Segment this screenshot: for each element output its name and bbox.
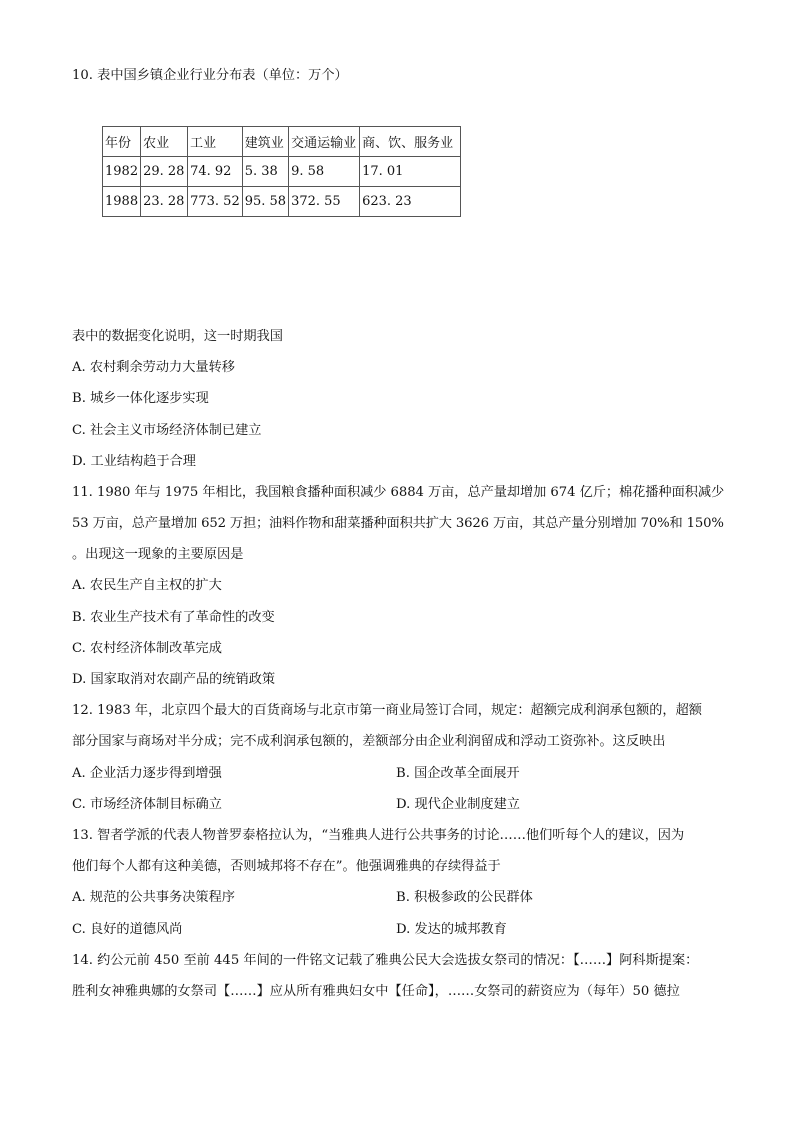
- option-c: C. 市场经济体制目标确立: [72, 797, 222, 812]
- option-c: C. 社会主义市场经济体制已建立: [72, 423, 262, 438]
- table-cell: 9. 58: [289, 157, 360, 187]
- header-cell: 交通运输业: [289, 127, 360, 157]
- table-cell: 17. 01: [360, 157, 461, 187]
- table-cell: 95. 58: [242, 187, 288, 217]
- header-cell: 年份: [103, 127, 141, 157]
- option-d: D. 工业结构趋于合理: [72, 454, 196, 469]
- header-cell: 工业: [188, 127, 243, 157]
- option-d: D. 国家取消对农副产品的统销政策: [72, 672, 276, 687]
- table-cell: 23. 28: [141, 187, 188, 217]
- header-cell: 建筑业: [242, 127, 288, 157]
- table-cell: 372. 55: [289, 187, 360, 217]
- option-d: D. 发达的城邦教育: [396, 922, 507, 937]
- option-a: A. 农民生产自主权的扩大: [72, 578, 222, 593]
- table-header-row: [103, 127, 461, 157]
- option-b: B. 积极参政的公民群体: [396, 890, 533, 905]
- option-b: B. 国企改革全面展开: [396, 766, 520, 781]
- option-c: C. 良好的道德风尚: [72, 922, 183, 937]
- township-enterprise-table: [102, 126, 461, 217]
- option-b: B. 城乡一体化逐步实现: [72, 391, 209, 406]
- question-11-line-2: 53 万亩，总产量增加 652 万担；油料作物和甜菜播种面积共扩大 3626 万亩，其总产量分别增加 70%和 150%: [72, 516, 724, 531]
- question-13-line-1: 13. 智者学派的代表人物普罗泰格拉认为，“当雅典人进行公共事务的讨论……他们听每个人的建议，因为: [72, 828, 685, 843]
- table-cell: 29. 28: [141, 157, 188, 187]
- question-10-stem: 10. 表中国乡镇企业行业分布表（单位：万个）: [72, 68, 348, 83]
- option-b: B. 农业生产技术有了革命性的改变: [72, 610, 275, 625]
- question-14-line-1: 14. 约公元前 450 至前 445 年间的一件铭文记载了雅典公民大会选拔女祭司的情况：【……】阿科斯提案：: [72, 953, 699, 968]
- question-11-line-1: 11. 1980 年与 1975 年相比，我国粮食播种面积减少 6884 万亩，总产量却增加 674 亿斤；棉花播种面积减少: [72, 485, 725, 500]
- question-10-prompt: 表中的数据变化说明，这一时期我国: [72, 329, 283, 344]
- question-12-line-2: 部分国家与商场对半分成；完不成利润承包额的，差额部分由企业利润留成和浮动工资弥补。这反映出: [72, 734, 666, 749]
- table-cell: 74. 92: [188, 157, 243, 187]
- question-13-line-2: 他们每个人都有这种美德，否则城邦将不存在”。他强调雅典的存续得益于: [72, 859, 501, 874]
- option-c: C. 农村经济体制改革完成: [72, 641, 222, 656]
- option-a: A. 规范的公共事务决策程序: [72, 890, 235, 905]
- question-11-line-3: 。出现这一现象的主要原因是: [72, 547, 244, 562]
- question-14-line-2: 胜利女神雅典娜的女祭司【……】应从所有雅典妇女中【任命】，……女祭司的薪资应为（每年）50 德拉: [72, 984, 680, 999]
- option-a: A. 企业活力逐步得到增强: [72, 766, 222, 781]
- table-cell: 773. 52: [188, 187, 243, 217]
- table-cell: 623. 23: [360, 187, 461, 217]
- header-cell: 农业: [141, 127, 188, 157]
- option-a: A. 农村剩余劳动力大量转移: [72, 360, 235, 375]
- table-row: [103, 187, 461, 217]
- table-cell: 1982: [103, 157, 141, 187]
- table-row: [103, 157, 461, 187]
- table-cell: 1988: [103, 187, 141, 217]
- table-cell: 5. 38: [242, 157, 288, 187]
- question-12-line-1: 12. 1983 年，北京四个最大的百货商场与北京市第一商业局签订合同，规定：超额完成利润承包额的，超额: [72, 703, 702, 718]
- option-d: D. 现代企业制度建立: [396, 797, 520, 812]
- header-cell: 商、饮、服务业: [360, 127, 461, 157]
